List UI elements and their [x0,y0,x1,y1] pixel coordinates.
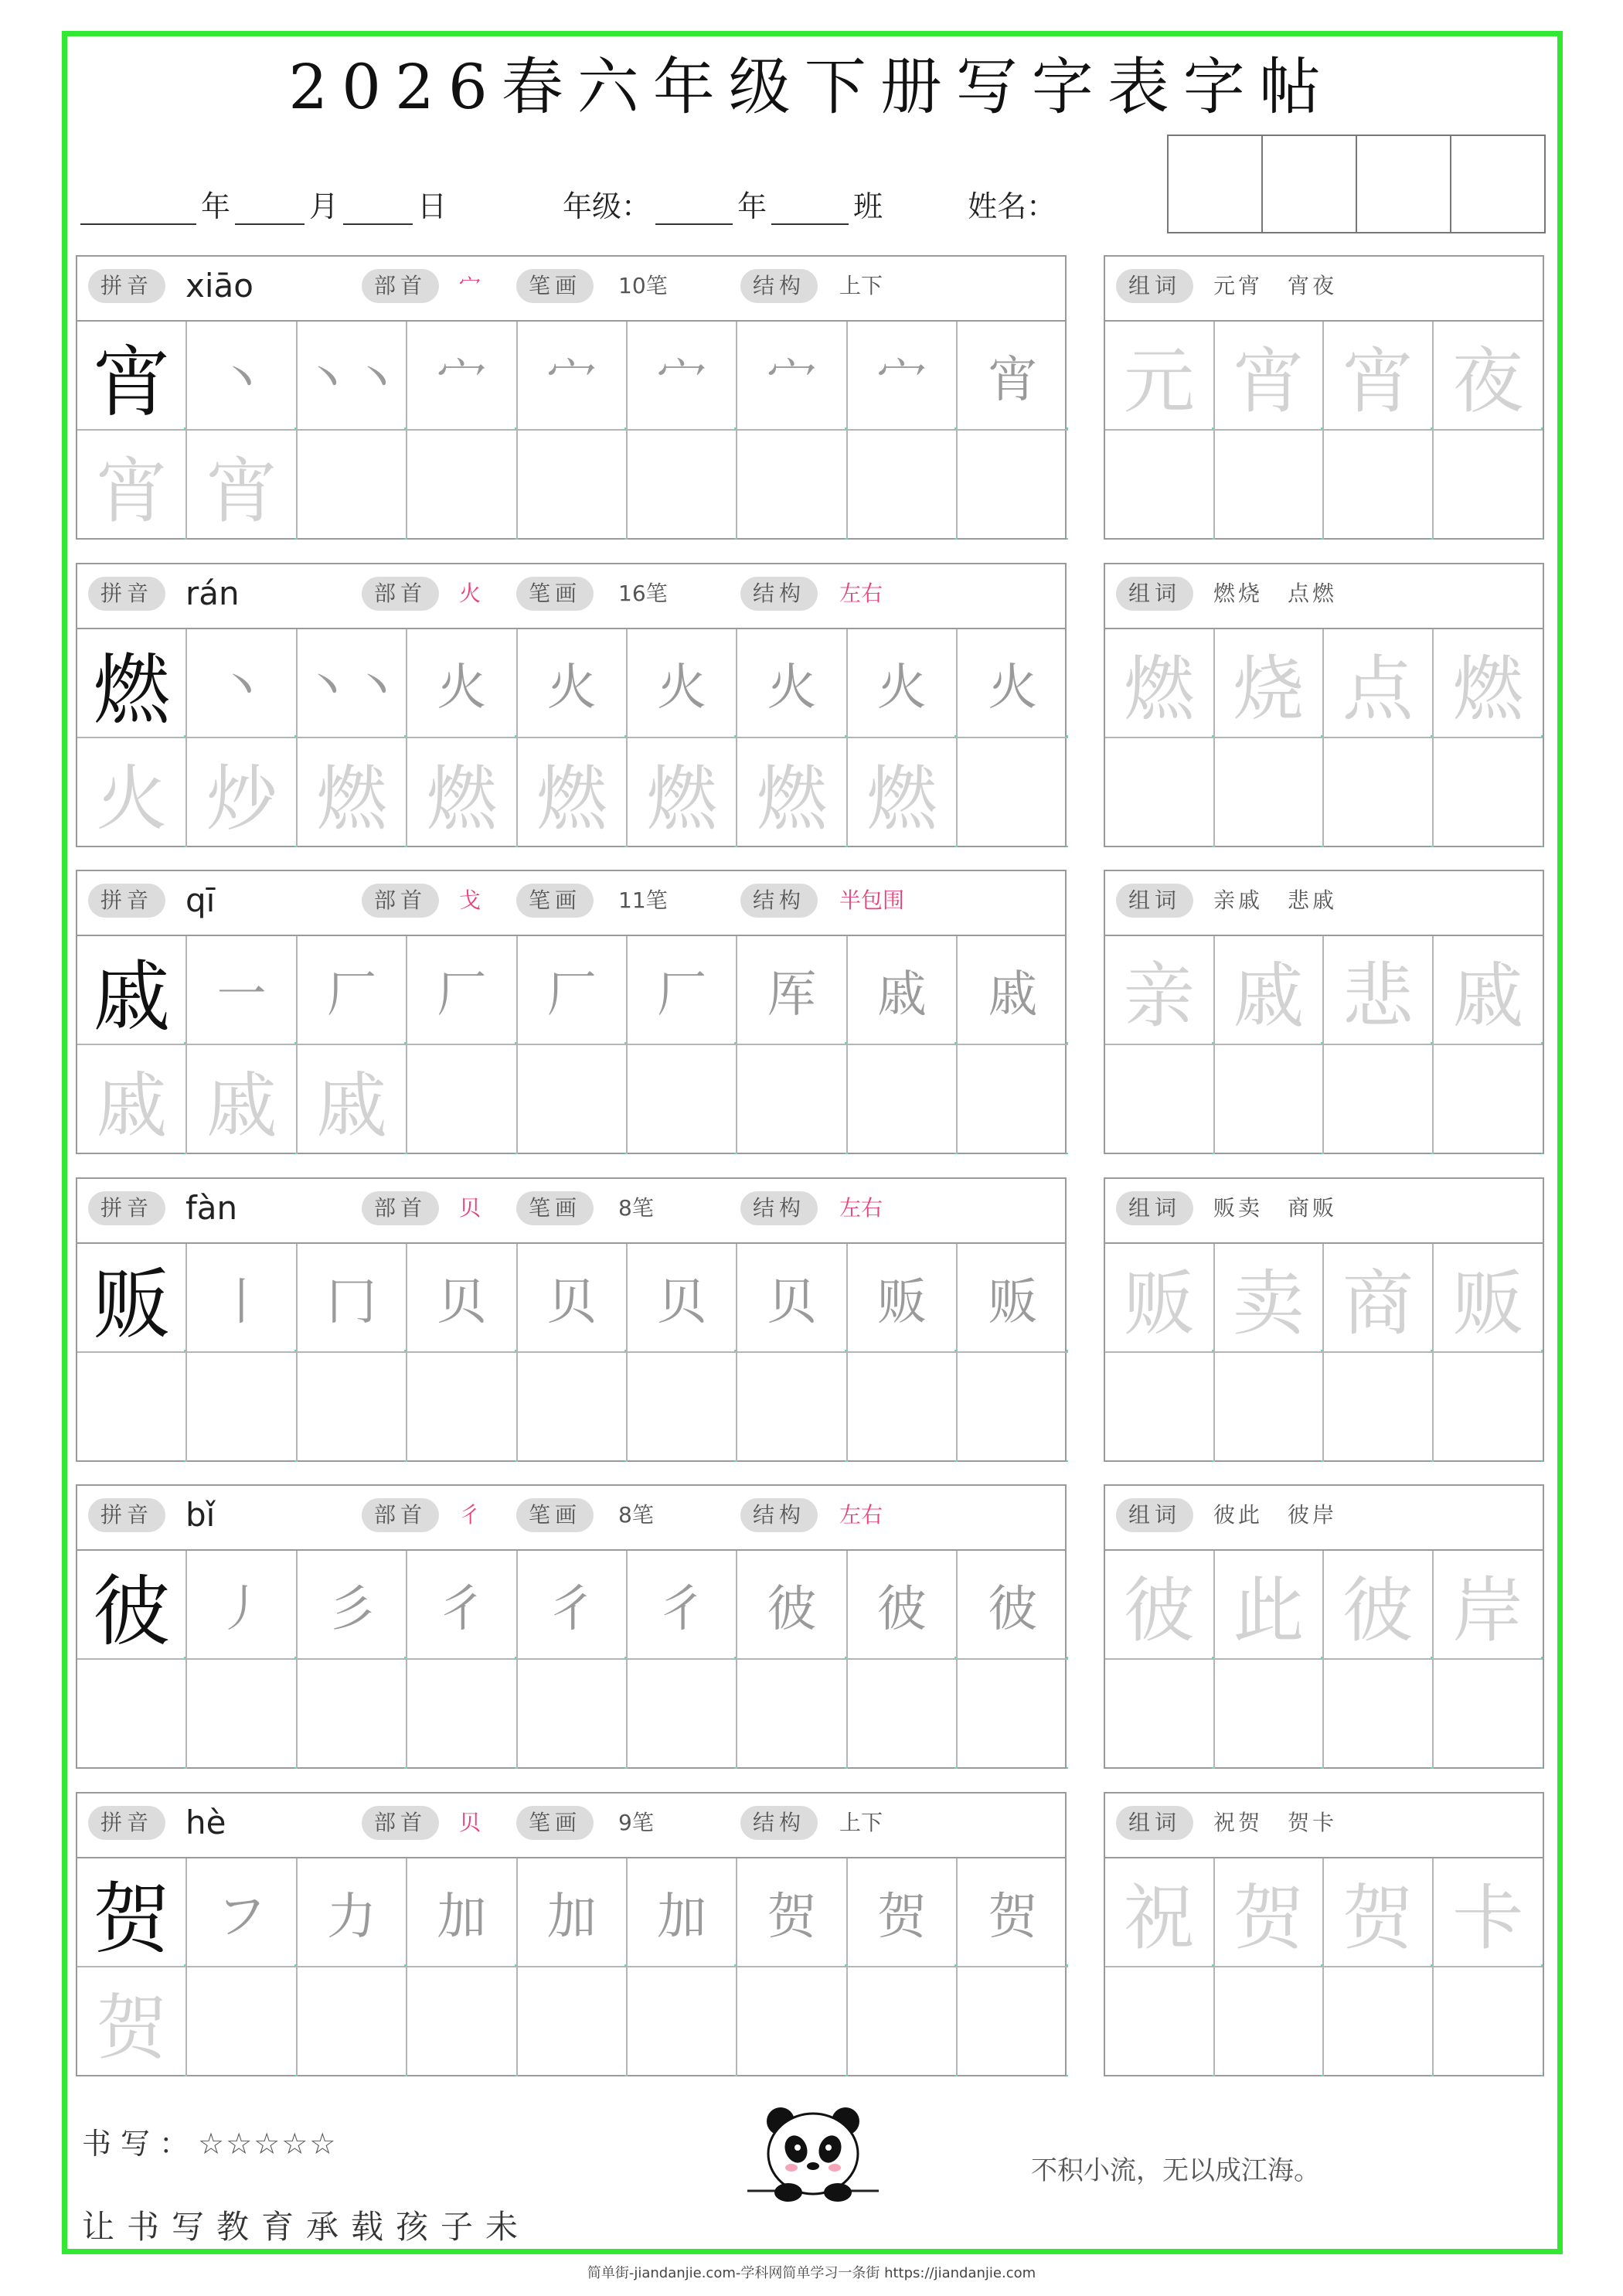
word-writing-cell[interactable] [1324,1045,1434,1154]
stroke-order-cell[interactable]: 贝 [628,1244,737,1353]
words-grid [1105,629,1543,847]
trace-cell[interactable]: 戚 [77,1045,187,1154]
word-trace-cell[interactable]: 卡 [1434,1858,1543,1967]
char-panel [76,1177,1067,1462]
words-tag: 组词 [1116,269,1193,303]
word-writing-cell[interactable] [1324,1660,1434,1769]
stroke-order-cell[interactable]: 戚 [848,936,958,1045]
structure-value: 上下 [839,273,883,298]
stroke-order-cell[interactable]: 彳 [628,1551,737,1660]
stroke-order-cell[interactable]: 一 [187,936,297,1045]
year-label: 年 [201,189,231,223]
word-writing-cell[interactable] [1324,1967,1434,2076]
char-header [77,1179,1065,1244]
radical-tag: 部首 [362,1498,439,1532]
word-trace-cell[interactable]: 彼 [1105,1551,1215,1660]
words-header [1105,1794,1543,1858]
structure-tag: 结构 [740,1191,818,1225]
writing-cell[interactable] [77,1660,187,1769]
stroke-order-cell[interactable]: 加 [518,1858,628,1967]
words-grid [1105,1244,1543,1462]
strokes-tag: 笔画 [516,884,594,918]
writing-cell[interactable] [737,1353,847,1462]
words-value: 元宵 宵夜 [1213,273,1338,298]
trace-cell[interactable]: 炒 [187,738,297,847]
char-panel [76,1484,1067,1769]
class-blank [771,220,849,225]
pinyin-value: bǐ [185,1496,216,1534]
practice-grid [77,936,1068,1154]
word-trace-cell[interactable]: 宵 [1215,322,1325,431]
writing-cell[interactable] [958,738,1067,847]
writing-cell[interactable] [298,1660,407,1769]
structure-tag: 结构 [740,1806,818,1840]
radical-value: 贝 [459,1195,481,1221]
model-character: 贺 [77,1858,187,1967]
pinyin-tag: 拼音 [88,884,165,918]
word-writing-cell[interactable] [1215,1045,1325,1154]
stroke-order-cell[interactable]: 宀 [628,322,737,431]
pinyin-value: hè [185,1804,226,1841]
word-writing-cell[interactable] [1324,1353,1434,1462]
name-box[interactable] [1450,135,1546,233]
word-trace-cell[interactable]: 岸 [1434,1551,1543,1660]
stroke-order-cell[interactable]: 火 [628,629,737,738]
stroke-order-cell[interactable]: 冂 [298,1244,407,1353]
stroke-order-cell[interactable]: 厂 [298,936,407,1045]
structure-tag: 结构 [740,1498,818,1532]
year-blank [80,220,196,225]
stroke-order-cell[interactable]: 火 [737,629,847,738]
writing-cell[interactable] [628,1353,737,1462]
words-header [1105,1179,1543,1244]
page-title: 2026春六年级下册写字表字帖 [288,51,1335,123]
structure-value: 半包围 [839,887,905,913]
stroke-order-cell[interactable]: 厂 [407,936,517,1045]
model-character: 燃 [77,629,187,738]
word-writing-cell[interactable] [1434,1660,1543,1769]
word-writing-cell[interactable] [1434,738,1543,847]
char-header [77,564,1065,629]
word-writing-cell[interactable] [1105,1353,1215,1462]
strokes-value: 11笔 [618,887,668,913]
word-writing-cell[interactable] [1215,1660,1325,1769]
pinyin-tag: 拼音 [88,577,165,611]
stroke-order-cell[interactable]: 丨 [187,1244,297,1353]
writing-cell[interactable] [848,1045,958,1154]
radical-tag: 部首 [362,577,439,611]
word-trace-cell[interactable]: 烧 [1215,629,1325,738]
word-writing-cell[interactable] [1215,738,1325,847]
writing-cell[interactable] [518,1045,628,1154]
stroke-order-cell[interactable]: フ [187,1858,297,1967]
strokes-value: 8笔 [618,1195,654,1221]
writing-cell[interactable] [407,1967,517,2076]
words-grid [1105,1858,1543,2076]
words-header [1105,871,1543,936]
words-header [1105,1486,1543,1551]
word-trace-cell[interactable]: 点 [1324,629,1434,738]
stroke-order-cell[interactable]: 加 [407,1858,517,1967]
writing-cell[interactable] [958,1660,1067,1769]
writing-cell[interactable] [187,1353,297,1462]
word-writing-cell[interactable] [1434,1045,1543,1154]
words-value: 亲戚 悲戚 [1213,887,1338,913]
word-writing-cell[interactable] [1105,1967,1215,2076]
writing-cell[interactable] [518,1660,628,1769]
radical-value: 宀 [459,273,481,298]
char-panel [76,870,1067,1154]
motto: 不积小流，无以成江海。 [1031,2155,1320,2186]
writing-cell[interactable] [518,1967,628,2076]
practice-grid [77,1858,1068,2076]
trace-cell[interactable]: 宵 [77,431,187,540]
writing-label: 书写： [82,2127,199,2161]
char-header [77,1794,1065,1858]
stroke-order-cell[interactable]: 宀 [407,322,517,431]
trace-cell[interactable]: 贺 [77,1967,187,2076]
writing-cell[interactable] [628,1045,737,1154]
words-panel [1104,1484,1544,1769]
stroke-order-cell[interactable]: 贺 [737,1858,847,1967]
words-panel [1104,1177,1544,1462]
word-trace-cell[interactable]: 贺 [1324,1858,1434,1967]
stroke-order-cell[interactable]: 彼 [737,1551,847,1660]
writing-cell[interactable] [737,1045,847,1154]
panda-icon [743,2098,883,2214]
slogan: 让书写教育承载孩子未 [82,2208,531,2246]
structure-value: 左右 [839,1195,883,1221]
word-trace-cell[interactable]: 商 [1324,1244,1434,1353]
day-label: 日 [417,189,447,223]
writing-cell[interactable] [628,431,737,540]
char-panel [76,563,1067,847]
stroke-order-cell[interactable]: 丶丶 [298,629,407,738]
trace-cell[interactable]: 戚 [298,1045,407,1154]
month-blank [235,220,305,225]
radical-value: 戈 [459,887,481,913]
writing-cell[interactable] [958,1045,1067,1154]
radical-value: 火 [459,581,481,606]
pinyin-tag: 拼音 [88,269,165,303]
stroke-order-cell[interactable]: 彳 [518,1551,628,1660]
stroke-order-cell[interactable]: 厂 [628,936,737,1045]
name-box[interactable] [1167,135,1263,233]
writing-cell[interactable] [958,1353,1067,1462]
word-trace-cell[interactable]: 贩 [1105,1244,1215,1353]
model-character: 贩 [77,1244,187,1353]
writing-cell[interactable] [628,1967,737,2076]
word-writing-cell[interactable] [1105,738,1215,847]
words-header [1105,564,1543,629]
word-writing-cell[interactable] [1105,1045,1215,1154]
name-box[interactable] [1261,135,1357,233]
strokes-tag: 笔画 [516,269,594,303]
stroke-order-cell[interactable]: 丶 [187,322,297,431]
month-label: 月 [309,189,339,223]
radical-tag: 部首 [362,884,439,918]
radical-value: 彳 [459,1502,481,1528]
writing-cell[interactable] [187,1660,297,1769]
stroke-order-cell[interactable]: 贺 [958,1858,1067,1967]
stroke-order-cell[interactable]: 彡 [298,1551,407,1660]
word-writing-cell[interactable] [1215,1967,1325,2076]
word-writing-cell[interactable] [1434,1967,1543,2076]
writing-cell[interactable] [298,431,407,540]
word-trace-cell[interactable]: 元 [1105,322,1215,431]
words-grid [1105,1551,1543,1769]
writing-cell[interactable] [848,1660,958,1769]
words-tag: 组词 [1116,1191,1193,1225]
grade-blank [655,220,733,225]
trace-cell[interactable]: 燃 [848,738,958,847]
structure-value: 上下 [839,1810,883,1835]
word-writing-cell[interactable] [1105,431,1215,540]
writing-cell[interactable] [187,1967,297,2076]
writing-cell[interactable] [298,1353,407,1462]
words-panel [1104,255,1544,540]
word-trace-cell[interactable]: 彼 [1324,1551,1434,1660]
name-label: 姓名： [968,189,1056,223]
pinyin-value: rán [185,574,240,612]
stroke-order-cell[interactable]: 宵 [958,322,1067,431]
stroke-order-cell[interactable]: 火 [518,629,628,738]
trace-cell[interactable]: 戚 [187,1045,297,1154]
pinyin-value: fàn [185,1189,238,1227]
writing-cell[interactable] [518,431,628,540]
structure-tag: 结构 [740,269,818,303]
strokes-value: 8笔 [618,1502,654,1528]
name-boxes [1169,135,1546,233]
structure-value: 左右 [839,581,883,606]
words-tag: 组词 [1116,577,1193,611]
writing-cell[interactable] [958,1967,1067,2076]
trace-cell[interactable]: 火 [77,738,187,847]
practice-grid [77,1244,1068,1462]
practice-grid [77,629,1068,847]
stroke-order-cell[interactable]: 加 [628,1858,737,1967]
words-tag: 组词 [1116,1498,1193,1532]
writing-cell[interactable] [737,1967,847,2076]
word-trace-cell[interactable]: 此 [1215,1551,1325,1660]
char-header [77,871,1065,936]
writing-cell[interactable] [407,431,517,540]
info-row [76,182,1056,225]
writing-cell[interactable] [737,431,847,540]
words-panel [1104,563,1544,847]
strokes-value: 10笔 [618,273,668,298]
stroke-order-cell[interactable]: 贝 [518,1244,628,1353]
words-value: 贩卖 商贩 [1213,1195,1338,1221]
writing-cell[interactable] [958,431,1067,540]
words-header [1105,257,1543,322]
stroke-order-cell[interactable]: 火 [407,629,517,738]
pinyin-tag: 拼音 [88,1191,165,1225]
char-header [77,257,1065,322]
star-rating[interactable]: ☆☆☆☆☆ [198,2127,338,2161]
words-tag: 组词 [1116,884,1193,918]
pinyin-value: qī [185,881,216,919]
word-writing-cell[interactable] [1324,738,1434,847]
model-character: 戚 [77,936,187,1045]
pinyin-value: xiāo [185,267,253,305]
word-writing-cell[interactable] [1324,431,1434,540]
stroke-order-cell[interactable]: 厍 [737,936,847,1045]
stroke-order-cell[interactable]: 贝 [407,1244,517,1353]
stroke-order-cell[interactable]: 贺 [848,1858,958,1967]
words-grid [1105,322,1543,540]
stroke-order-cell[interactable]: 丿 [187,1551,297,1660]
stroke-order-cell[interactable]: 宀 [848,322,958,431]
writing-cell[interactable] [407,1353,517,1462]
structure-tag: 结构 [740,884,818,918]
word-trace-cell[interactable]: 宵 [1324,322,1434,431]
stroke-order-cell[interactable]: 宀 [737,322,847,431]
word-trace-cell[interactable]: 悲 [1324,936,1434,1045]
stroke-order-cell[interactable]: 贩 [958,1244,1067,1353]
word-trace-cell[interactable]: 燃 [1105,629,1215,738]
source-footer: 简单街-jiandanjie.com-学科网简单学习一条街 https://jiandanjie.com [587,2265,1036,2281]
stroke-order-cell[interactable]: 力 [298,1858,407,1967]
writing-cell[interactable] [407,1045,517,1154]
stroke-order-cell[interactable]: 贩 [848,1244,958,1353]
words-value: 彼此 彼岸 [1213,1502,1338,1528]
writing-cell[interactable] [737,1660,847,1769]
stroke-order-cell[interactable]: 彼 [848,1551,958,1660]
practice-grid [77,1551,1068,1769]
words-grid [1105,936,1543,1154]
strokes-tag: 笔画 [516,1498,594,1532]
structure-tag: 结构 [740,577,818,611]
words-panel [1104,870,1544,1154]
writing-cell[interactable] [77,1353,187,1462]
radical-tag: 部首 [362,269,439,303]
day-blank [343,220,413,225]
word-trace-cell[interactable]: 夜 [1434,322,1543,431]
word-writing-cell[interactable] [1105,1660,1215,1769]
word-trace-cell[interactable]: 戚 [1215,936,1325,1045]
words-panel [1104,1792,1544,2076]
words-tag: 组词 [1116,1806,1193,1840]
stroke-order-cell[interactable]: 丶丶 [298,322,407,431]
word-trace-cell[interactable]: 燃 [1434,629,1543,738]
word-trace-cell[interactable]: 贺 [1215,1858,1325,1967]
grade-year-label: 年 [737,189,767,223]
pinyin-tag: 拼音 [88,1806,165,1840]
stroke-order-cell[interactable]: 戚 [958,936,1067,1045]
stroke-order-cell[interactable]: 彼 [958,1551,1067,1660]
char-panel [76,255,1067,540]
trace-cell[interactable]: 燃 [407,738,517,847]
name-box[interactable] [1356,135,1451,233]
structure-value: 左右 [839,1502,883,1528]
strokes-tag: 笔画 [516,1191,594,1225]
pinyin-tag: 拼音 [88,1498,165,1532]
strokes-value: 9笔 [618,1810,654,1835]
word-writing-cell[interactable] [1215,431,1325,540]
words-value: 祝贺 贺卡 [1213,1810,1338,1835]
writing-cell[interactable] [848,1353,958,1462]
stroke-order-cell[interactable]: 宀 [518,322,628,431]
writing-rating [82,2120,337,2162]
stroke-order-cell[interactable]: 厂 [518,936,628,1045]
radical-tag: 部首 [362,1806,439,1840]
trace-cell[interactable]: 燃 [737,738,847,847]
word-trace-cell[interactable]: 祝 [1105,1858,1215,1967]
stroke-order-cell[interactable]: 火 [848,629,958,738]
word-trace-cell[interactable]: 亲 [1105,936,1215,1045]
stroke-order-cell[interactable]: 丶 [187,629,297,738]
strokes-tag: 笔画 [516,577,594,611]
trace-cell[interactable]: 燃 [628,738,737,847]
radical-value: 贝 [459,1810,481,1835]
strokes-value: 16笔 [618,581,668,606]
word-writing-cell[interactable] [1434,1353,1543,1462]
writing-cell[interactable] [518,1353,628,1462]
char-header [77,1486,1065,1551]
word-writing-cell[interactable] [1434,431,1543,540]
writing-cell[interactable] [848,1967,958,2076]
word-trace-cell[interactable]: 贩 [1434,1244,1543,1353]
grade-label: 年级： [563,189,652,223]
practice-grid [77,322,1068,540]
char-panel [76,1792,1067,2076]
words-value: 燃烧 点燃 [1213,581,1338,606]
stroke-order-cell[interactable]: 火 [958,629,1067,738]
model-character: 彼 [77,1551,187,1660]
word-writing-cell[interactable] [1215,1353,1325,1462]
strokes-tag: 笔画 [516,1806,594,1840]
word-trace-cell[interactable]: 戚 [1434,936,1543,1045]
class-label: 班 [853,189,883,223]
writing-cell[interactable] [407,1660,517,1769]
writing-cell[interactable] [298,1967,407,2076]
trace-cell[interactable]: 燃 [298,738,407,847]
word-trace-cell[interactable]: 卖 [1215,1244,1325,1353]
writing-cell[interactable] [848,431,958,540]
radical-tag: 部首 [362,1191,439,1225]
stroke-order-cell[interactable]: 贝 [737,1244,847,1353]
stroke-order-cell[interactable]: 彳 [407,1551,517,1660]
writing-cell[interactable] [628,1660,737,1769]
model-character: 宵 [77,322,187,431]
trace-cell[interactable]: 宵 [187,431,297,540]
trace-cell[interactable]: 燃 [518,738,628,847]
